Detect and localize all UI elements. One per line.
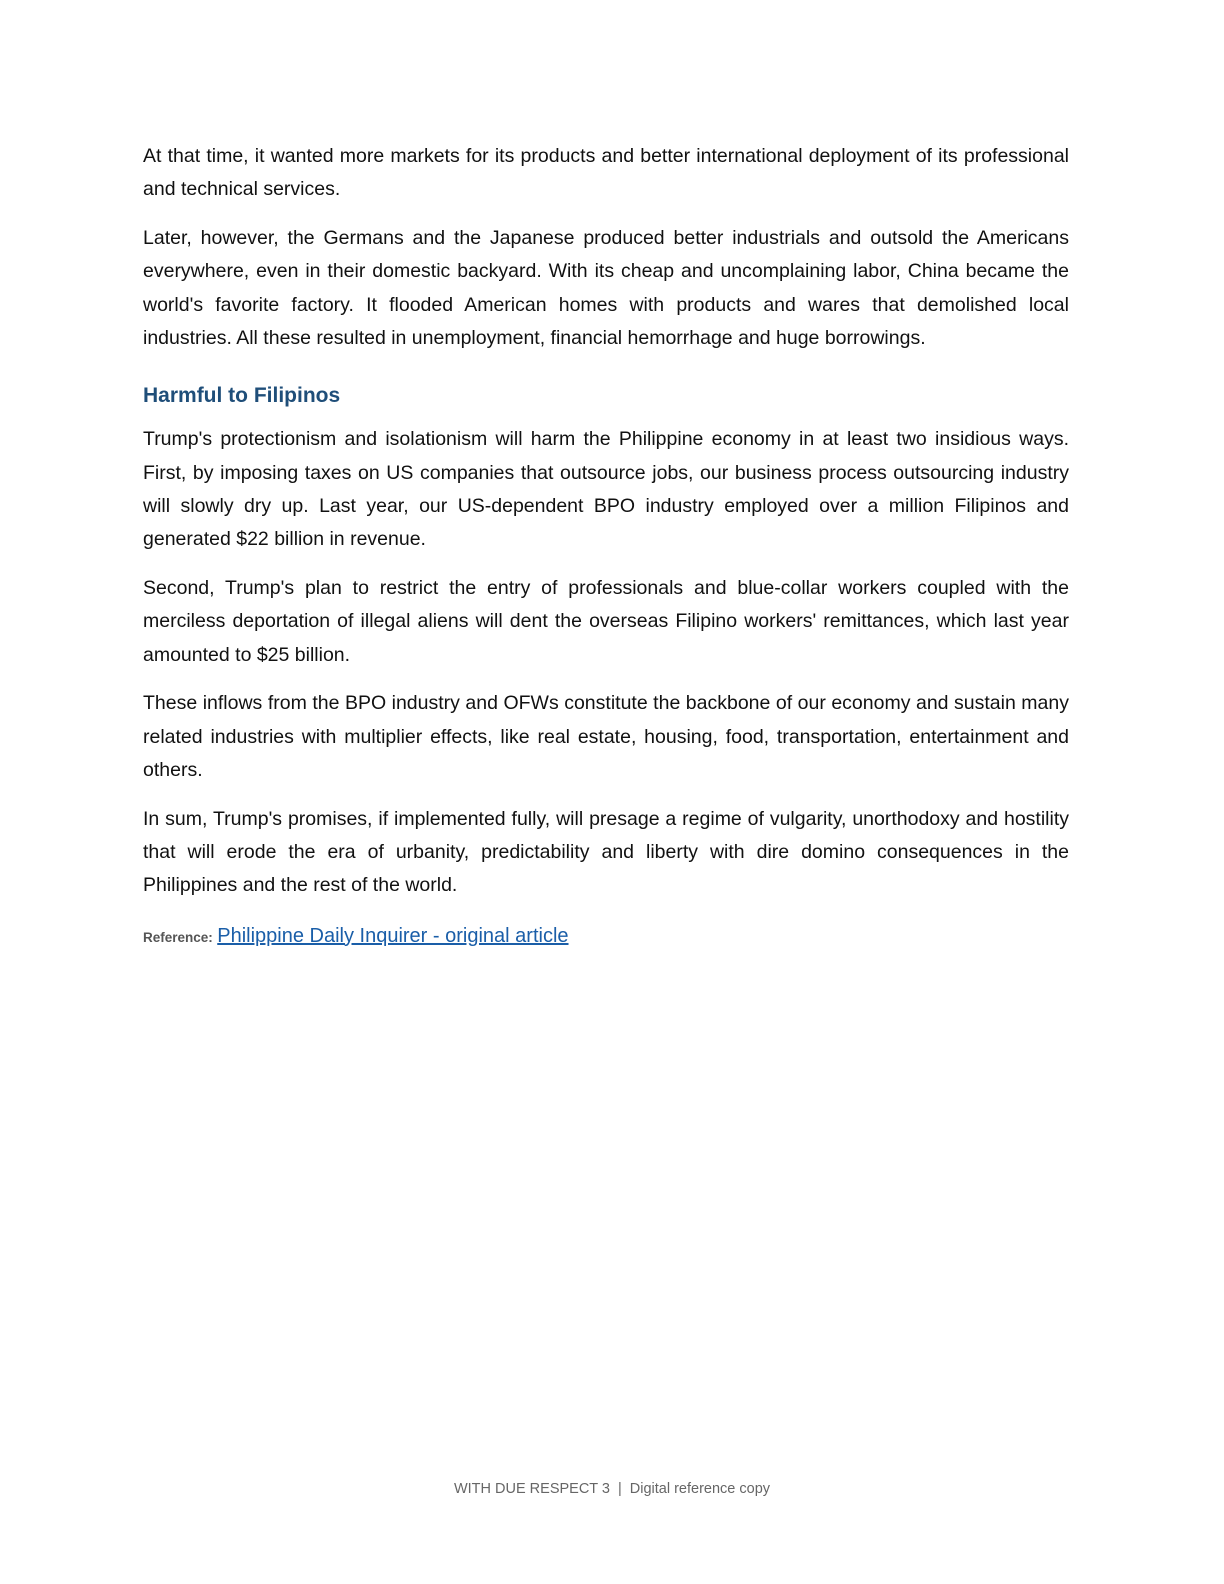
footer-separator: | [618, 1481, 622, 1497]
reference-label: Reference: [143, 929, 213, 945]
paragraph-summary: In sum, Trump's promises, if implemented fully, will presage a regime of vulgarity, unorthodoxy and hostility that will erode the era of urbanity, predictability and liberty with dire domino consequences in the Philippines and the rest of the world. [143, 807, 1069, 897]
paragraph-protectionism: Trump's protectionism and isolationism will harm the Philippine economy in at least two insidious ways. First, by imposing taxes on US companies that outsource jobs, our business process outsourcing industry will slowly dry up. Last year, our US-dependent BPO industry employed over a million Filipinos and generated $22 billion in revenue. [143, 428, 1069, 551]
paragraph-remittances: Second, Trump's plan to restrict the entry of professionals and blue-collar workers coupled with the merciless deportation of illegal aliens will dent the overseas Filipino workers' remittances, which last year amounted to $25 billion. [143, 576, 1069, 666]
paragraph-competition: Later, however, the Germans and the Japanese produced better industrials and outsold the Americans everywhere, even in their domestic backyard. With its cheap and uncomplaining labor, China became the world's favorite factory. It flooded American homes with products and wares that demolished local industries. All these resulted in unemployment, financial hemorrhage and huge borrowings. [143, 227, 1069, 349]
paragraph-markets: At that time, it wanted more markets for its products and better international deployment of its professional and technical services. [143, 145, 1069, 201]
paragraph-inflows: These inflows from the BPO industry and OFWs constitute the backbone of our economy and sustain many related industries with multiplier effects, like real estate, housing, food, transportation, entertainment and others. [143, 692, 1069, 781]
reference-line [143, 923, 1069, 951]
reference-link[interactable]: Philippine Daily Inquirer - original article [217, 924, 569, 947]
page-footer [0, 1479, 1224, 1499]
footer-note: Digital reference copy [629, 1481, 771, 1497]
section-heading: Harmful to Filipinos [143, 384, 341, 408]
footer-title: WITH DUE RESPECT 3 [453, 1481, 610, 1497]
article-body [143, 140, 1069, 951]
